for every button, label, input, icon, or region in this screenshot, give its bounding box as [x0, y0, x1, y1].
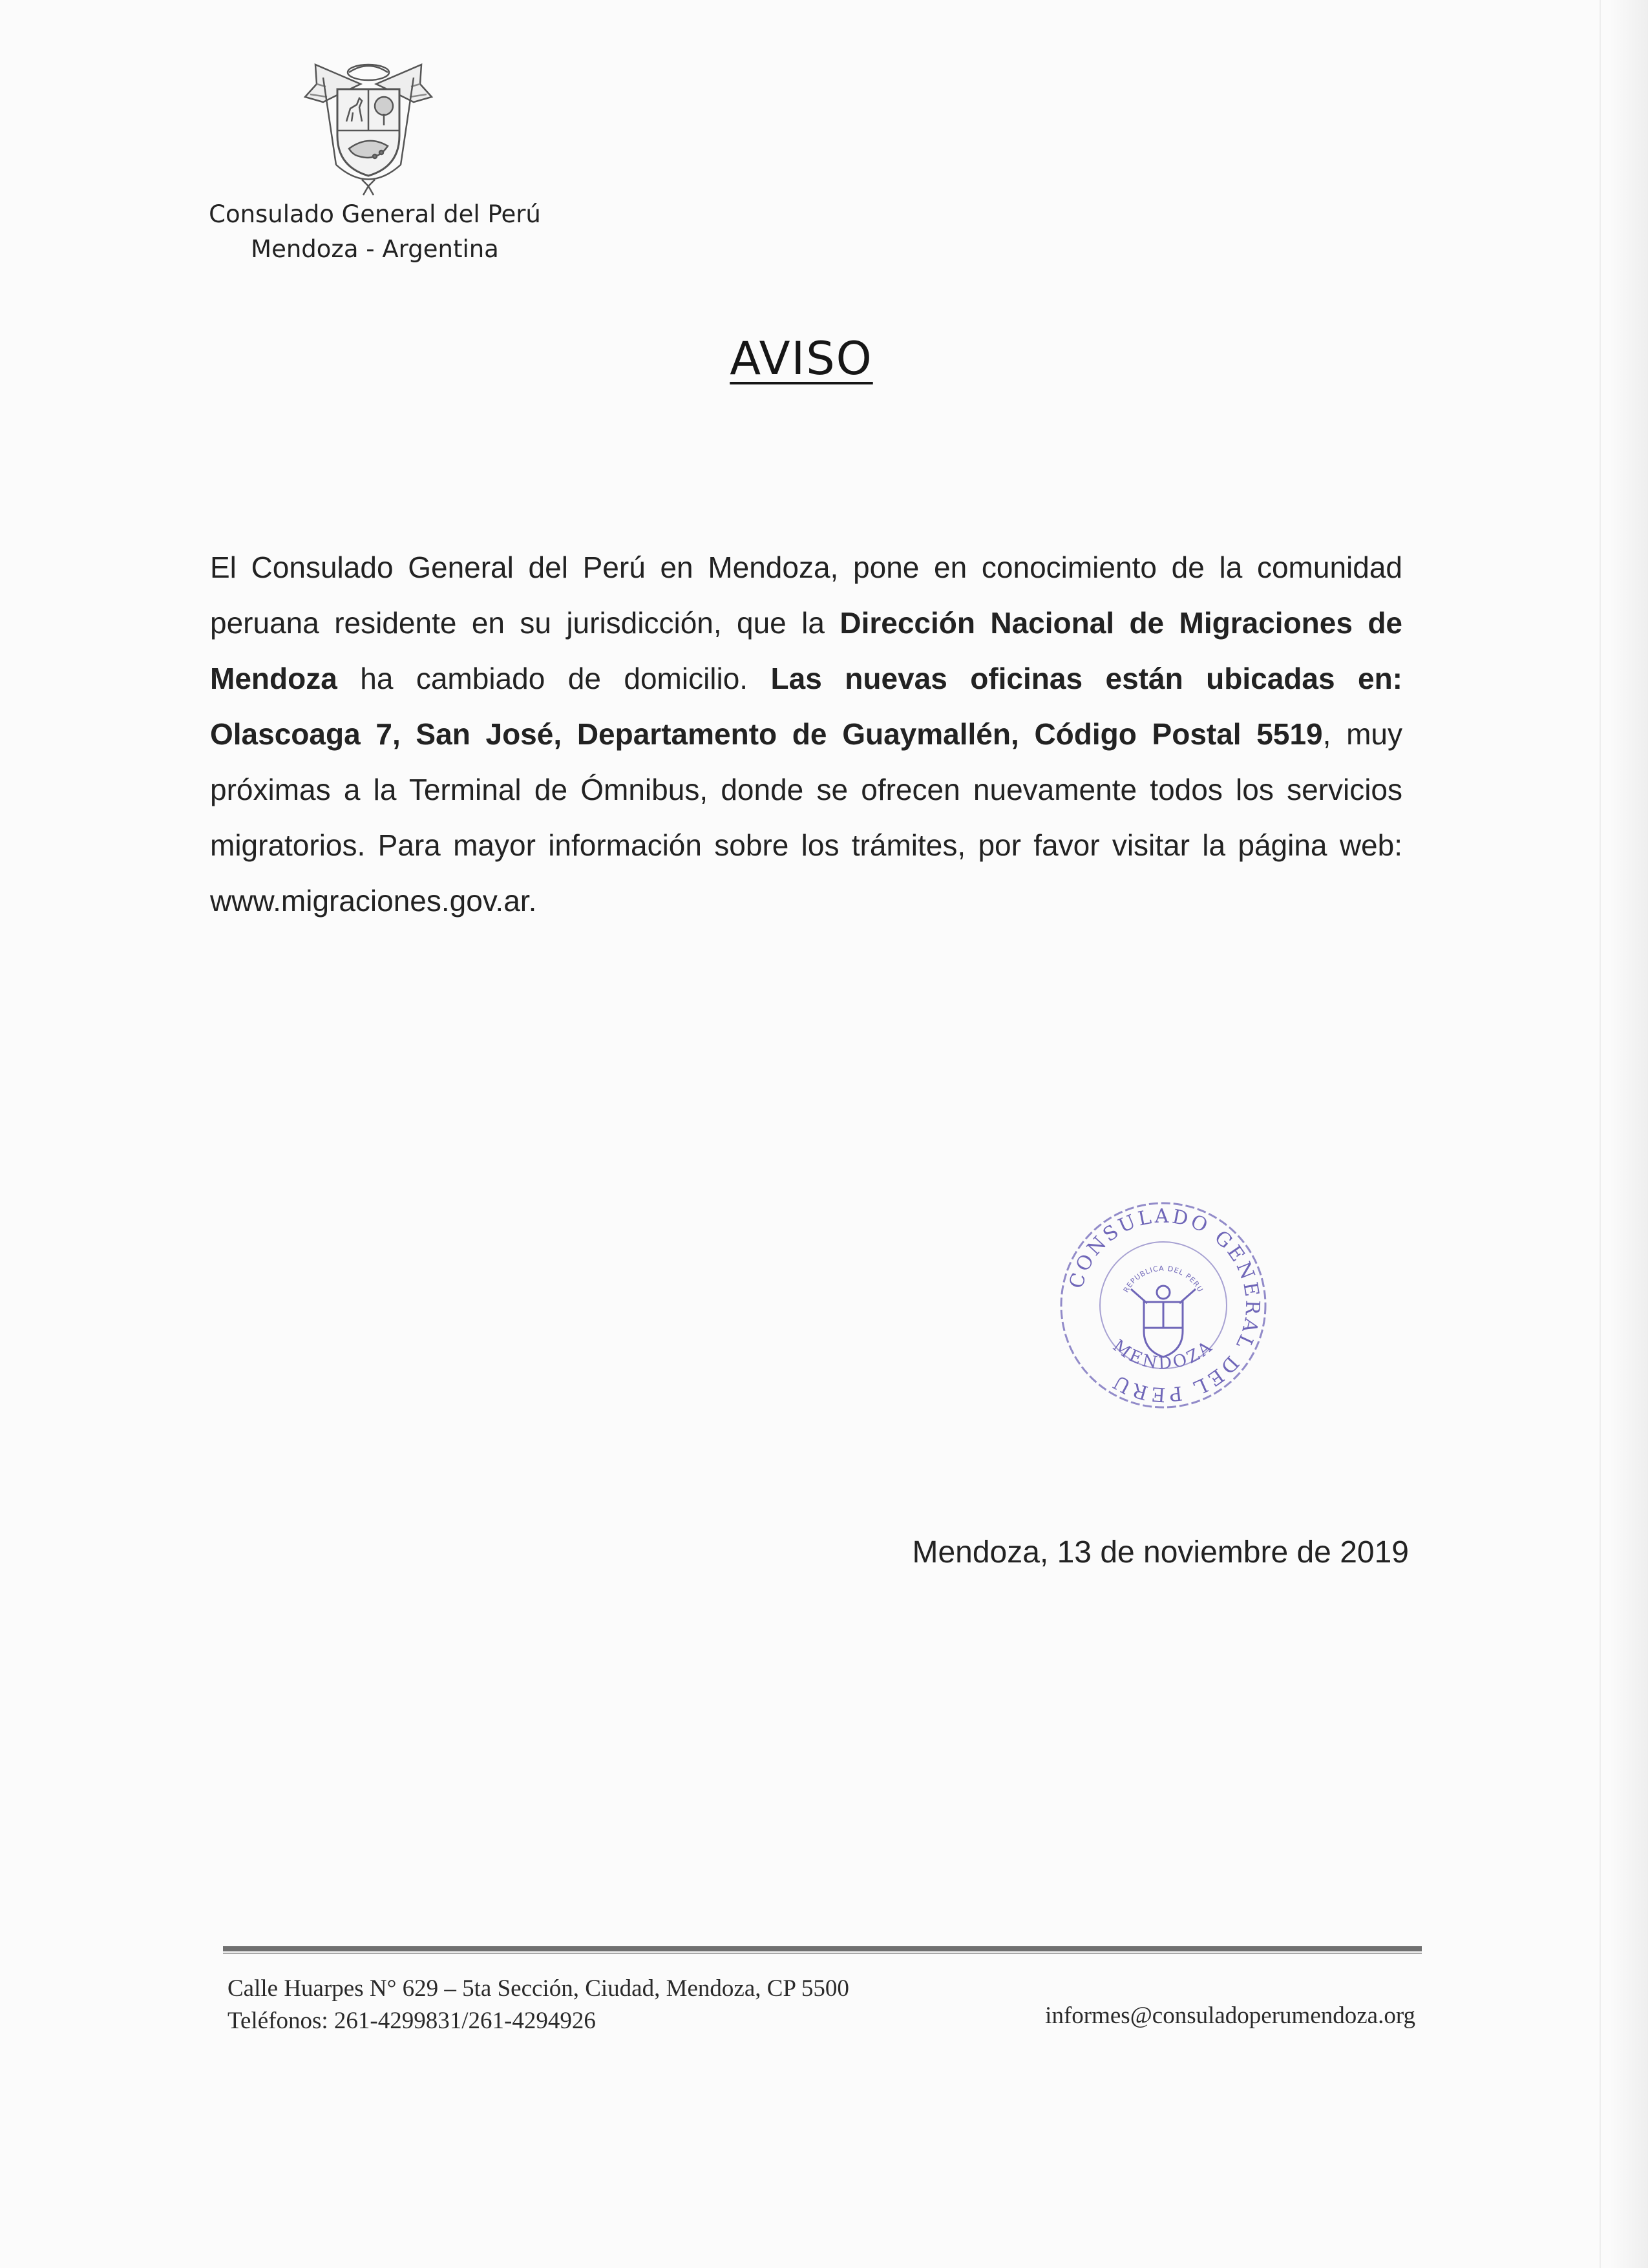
notice-body-part-1: El Consulado General del Perú en Mendoza, pone en conocimiento de la comunidad peruana residente en su jurisdicción, que la: [210, 551, 1402, 640]
page-edge-shadow: [1609, 0, 1648, 2268]
institution-line-1: Consulado General del Perú: [209, 200, 541, 228]
notice-body-bold-1: Dirección Nacional de Migraciones de Mendoza: [210, 606, 1402, 695]
footer-email: informes@consuladoperumendoza.org: [1045, 2002, 1415, 2029]
page-edge-line: [1600, 0, 1601, 2268]
institution-name: [168, 197, 582, 267]
peru-coat-of-arms-icon: [297, 58, 439, 197]
seal-bottom-text: MENDOZA: [1109, 1336, 1218, 1374]
date-line: Mendoza, 13 de noviembre de 2019: [912, 1535, 1409, 1570]
footer-divider: [223, 1946, 1422, 1951]
footer-address: Calle Huarpes N° 629 – 5ta Sección, Ciudad, Mendoza, CP 5500: [227, 1975, 849, 2002]
svg-text:REPUBLICA DEL PERU: [1122, 1265, 1205, 1294]
svg-text:MENDOZA: [1109, 1336, 1218, 1374]
notice-body-part-3: , muy próximas a la Terminal de Ómnibus, donde se ofrecen nuevamente todos los servicios migratorios. Para mayor información sobre los trámites, por favor visitar la página web: www.migraciones.gov.ar.: [210, 717, 1403, 918]
consulate-seal-stamp-icon: [1050, 1192, 1276, 1418]
notice-title: [646, 330, 956, 388]
seal-inner-text: REPUBLICA DEL PERU: [1121, 1264, 1205, 1294]
notice-body: [210, 540, 1402, 929]
footer-phones: Teléfonos: 261-4299831/261-4294926: [227, 2008, 596, 2034]
svg-text:CONSULADO GENERAL DEL PERU: [1065, 1205, 1264, 1406]
notice-body-bold-2: Las nuevas oficinas están ubicadas en: Olascoaga 7, San José, Departamento de Guaymallén, Código Postal 5519: [210, 662, 1402, 751]
notice-title-text: AVISO: [730, 332, 873, 385]
institution-line-2: Mendoza - Argentina: [251, 235, 499, 263]
notice-body-part-2: ha cambiado de domicilio.: [337, 662, 771, 695]
seal-ring-text: CONSULADO GENERAL DEL PERU: [1064, 1204, 1264, 1406]
